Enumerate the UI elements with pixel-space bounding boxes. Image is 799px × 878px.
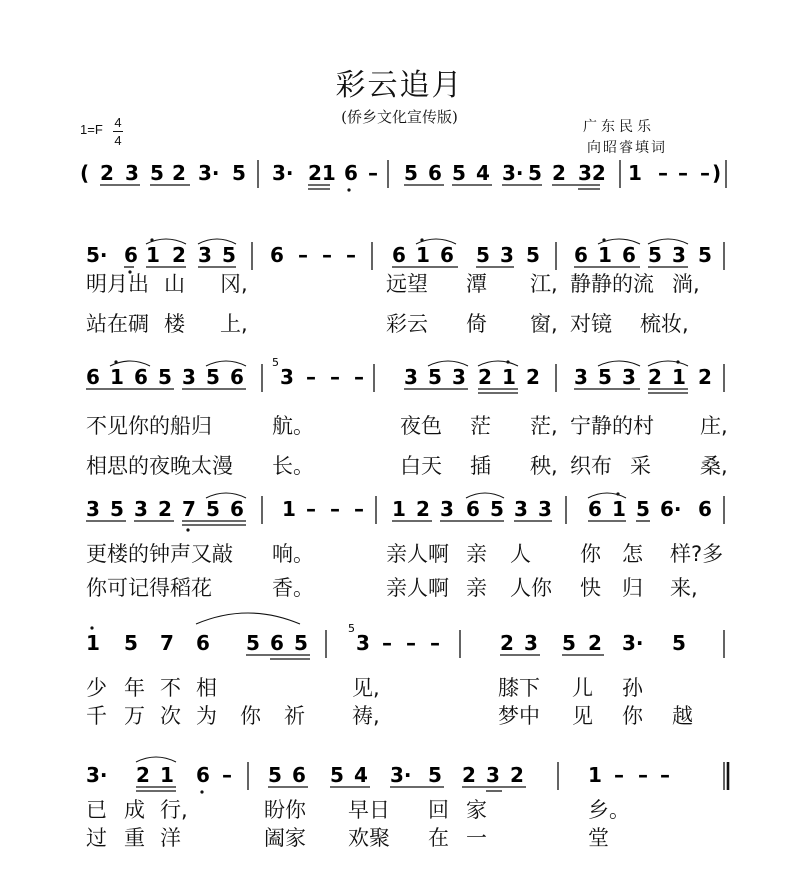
verse1-lyric: 膝下: [498, 676, 540, 700]
sys3-m2-note: –: [306, 365, 316, 389]
sys5-m1-note: 6: [196, 631, 210, 655]
verse2-lyric: 对镜: [570, 312, 612, 336]
sys3-m3-note: 1: [502, 365, 516, 389]
meter-bottom: 4: [114, 133, 122, 148]
verse2-lyric: 欢聚: [348, 826, 390, 850]
sys5-m2-note: –: [430, 631, 440, 655]
sys6-m1-note: 6: [196, 763, 210, 787]
song-subtitle: (侨乡文化宣传版): [341, 108, 458, 126]
sys4-m1-note: 6: [230, 497, 244, 521]
sys2-m2-note: –: [346, 243, 356, 267]
sys4-m3-note: 1: [392, 497, 406, 521]
sys3-m3-note: 2: [478, 365, 492, 389]
verse2-lyric: 秧,: [530, 454, 558, 478]
sys5-m1-note: 5: [124, 631, 138, 655]
sys2-m4-note: 6: [574, 243, 588, 267]
sys1-m3-note: 3·: [502, 161, 524, 185]
sys5-m1-note: 6: [270, 631, 284, 655]
song-title: 彩云追月: [335, 68, 464, 103]
sys3-m1-note: 1: [110, 365, 124, 389]
verse2-lyric: 白天: [400, 454, 442, 478]
verse1-lyric: 不: [160, 676, 181, 700]
time-signature: [113, 115, 123, 148]
sys1-m3-note: 4: [476, 161, 490, 185]
sys4-m1-note: 2: [158, 497, 172, 521]
sys2-m4-note: 3: [672, 243, 686, 267]
sys5-m1-note: 5: [294, 631, 308, 655]
sys1-m3-note: 5: [452, 161, 466, 185]
sys3-m1-note: 5: [158, 365, 172, 389]
verse2-lyric: 祷,: [352, 704, 380, 728]
verse2-lyric: 为: [196, 704, 217, 728]
verse2-lyric: 过: [86, 826, 107, 850]
intro-close-paren: ): [712, 161, 722, 185]
verse2-lyric: 祈: [284, 704, 305, 728]
verse2-lyric: 一: [466, 826, 487, 850]
verse2-lyric: 亲: [466, 576, 487, 600]
sys2-m3-note: 6: [440, 243, 454, 267]
sys4-m3-note: 6: [466, 497, 480, 521]
verse1-lyric: 响。: [272, 542, 314, 566]
intro-open-paren: (: [80, 161, 90, 185]
octave-dot: [90, 626, 93, 629]
octave-dot: [186, 528, 189, 531]
verse1-lyric: 成: [124, 798, 145, 822]
sys1-m4-note: 1: [628, 161, 642, 185]
sys6-m2-note: 3: [486, 763, 500, 787]
verse2-lyric: 桑,: [700, 454, 728, 478]
verse1-lyric: 人: [510, 542, 531, 566]
verse1-lyric: 乡。: [588, 798, 630, 822]
sys4-m4-note: 6: [588, 497, 602, 521]
verse1-lyric: 相: [196, 676, 217, 700]
sys2-m4-note: 5: [648, 243, 662, 267]
sys4-m3-note: 3: [514, 497, 528, 521]
sys5-m3-note: 3: [524, 631, 538, 655]
system-5: [0, 620, 799, 680]
verse1-lyric: 航。: [272, 414, 314, 438]
verse2-lyric: 快: [580, 576, 601, 600]
sys2-m1-note: 5·: [86, 243, 108, 267]
meter-top: 4: [114, 115, 122, 130]
sys1-m3-note: 32: [578, 161, 606, 185]
system-6-svg: [0, 752, 799, 812]
verse2-lyric: 彩云: [386, 312, 428, 336]
sys3-m1-note: 6: [86, 365, 100, 389]
sys1-m3-note: 5: [404, 161, 418, 185]
grace-note: 5: [272, 356, 279, 369]
sys3-m4-note: 3: [574, 365, 588, 389]
verse2-lyric: 次: [160, 704, 181, 728]
verse1-lyric: 家: [466, 798, 487, 822]
verse1-lyric: 山: [164, 272, 185, 296]
sys2-m3-note: 3: [500, 243, 514, 267]
sys1-m3-note: 6: [428, 161, 442, 185]
sys2-m1-note: 3: [198, 243, 212, 267]
grace-note: 5: [348, 622, 355, 635]
sys5-m2-note: 3: [356, 631, 370, 655]
sys6-m2-note: 3·: [390, 763, 412, 787]
sys3-m1-note: 5: [206, 365, 220, 389]
verse2-lyric: 来,: [670, 576, 698, 600]
sys6-m2-note: 5: [428, 763, 442, 787]
verse2-lyric: 相思的夜晚太漫: [86, 454, 233, 478]
verse2-lyric: 织布: [570, 454, 612, 478]
sys6-m1-note: 2: [136, 763, 150, 787]
sys4-m1-note: 5: [206, 497, 220, 521]
sys2-m4-note: 5: [698, 243, 712, 267]
genre-label: 广东民乐: [583, 119, 655, 135]
verse1-lyric: 孙: [622, 676, 643, 700]
sys3-m4-note: 5: [598, 365, 612, 389]
verse1-lyric: 潭: [466, 272, 487, 296]
verse2-lyric: 重: [124, 826, 145, 850]
verse1-lyric: 庄,: [700, 414, 728, 438]
sys3-m3-note: 2: [526, 365, 540, 389]
octave-dot: [347, 188, 350, 191]
verse1-lyric: 远望: [386, 272, 428, 296]
sys3-m1-note: 6: [134, 365, 148, 389]
verse1-lyric: 冈,: [220, 272, 248, 296]
verse1-lyric: 回: [428, 798, 449, 822]
sys6-m3-note: 1: [588, 763, 602, 787]
sys4-m3-note: 3: [440, 497, 454, 521]
verse2-lyric: 倚: [466, 312, 487, 336]
sys6-m1-note: 3·: [86, 763, 108, 787]
sys1-m2-note: 6: [344, 161, 358, 185]
sys1-m2-note: –: [368, 161, 378, 185]
sys2-m3-note: 5: [526, 243, 540, 267]
verse2-lyric: 站在碉: [86, 312, 149, 336]
key-signature: 1=F: [80, 122, 103, 137]
verse2-lyric: 堂: [588, 826, 609, 850]
sys1-m3-note: 5: [528, 161, 542, 185]
verse1-lyric: 盼你: [264, 798, 306, 822]
sys2-m3-note: 1: [416, 243, 430, 267]
sys1-m2-note: 21: [308, 161, 336, 185]
verse1-lyric: 夜色: [400, 414, 442, 438]
sys2-m1-note: 2: [172, 243, 186, 267]
verse1-lyric: 淌,: [672, 272, 700, 296]
verse2-lyric: 窗,: [530, 312, 558, 336]
octave-dot: [200, 790, 203, 793]
sys1-m1-note: 2: [100, 161, 114, 185]
system-4-svg: [0, 486, 799, 546]
sys6-m2-note: 6: [292, 763, 306, 787]
sys6-m3-note: –: [614, 763, 624, 787]
verse2-lyric: 在: [428, 826, 449, 850]
system-1-intro-svg: [0, 150, 799, 210]
sys6-m3-note: –: [638, 763, 648, 787]
meter-divider: [113, 131, 123, 132]
verse1-lyric: 静静的流: [570, 272, 654, 296]
system-3: [0, 354, 799, 414]
sys2-m2-note: –: [322, 243, 332, 267]
verse2-lyric: 插: [470, 454, 491, 478]
verse2-lyric: 归: [622, 576, 643, 600]
system-3-svg: [0, 354, 799, 414]
sys4-m1-note: 3: [86, 497, 100, 521]
sys5-m2-note: –: [406, 631, 416, 655]
sys1-m4-note: –: [658, 161, 668, 185]
verse1-lyric: 早日: [348, 798, 390, 822]
verse2-lyric: 万: [124, 704, 145, 728]
system-4: [0, 486, 799, 546]
sys3-m3-note: 3: [452, 365, 466, 389]
lyricist-label: 向昭睿填词: [587, 140, 667, 156]
sys5-m3-note: 2: [500, 631, 514, 655]
verse2-lyric: 洋: [160, 826, 181, 850]
verse1-lyric: 样?多: [670, 542, 724, 566]
verse2-lyric: 梳妆,: [640, 312, 689, 336]
system-1-intro: [0, 150, 799, 210]
sys6-m2-note: 2: [462, 763, 476, 787]
verse2-lyric: 你: [240, 704, 261, 728]
sys6-m2-note: 4: [354, 763, 368, 787]
sys1-m4-note: –: [700, 161, 710, 185]
sys1-m4-note: –: [678, 161, 688, 185]
sys3-m2-note: 3: [280, 365, 294, 389]
verse1-lyric: 已: [86, 798, 107, 822]
sys4-m4-note: 1: [612, 497, 626, 521]
sys1-m2-note: 3·: [272, 161, 294, 185]
system-6: [0, 752, 799, 812]
sys4-m1-note: 5: [110, 497, 124, 521]
sys1-m1-note: 2: [172, 161, 186, 185]
sys2-m1-note: 6: [124, 243, 138, 267]
verse1-lyric: 年: [124, 676, 145, 700]
sys4-m4-note: 6·: [660, 497, 682, 521]
sys5-m3-note: 2: [588, 631, 602, 655]
sys3-m4-note: 3: [622, 365, 636, 389]
sys3-m1-note: 3: [182, 365, 196, 389]
sys1-m1-note: 3: [125, 161, 139, 185]
verse1-lyric: 少: [86, 676, 107, 700]
sys4-m2-note: 1: [282, 497, 296, 521]
verse1-lyric: 茫: [470, 414, 491, 438]
sys4-m3-note: 5: [490, 497, 504, 521]
sys3-m3-note: 5: [428, 365, 442, 389]
sys5-m1-note: 1: [86, 631, 100, 655]
sys1-m3-note: 2: [552, 161, 566, 185]
verse2-lyric: 阖家: [264, 826, 306, 850]
verse1-lyric: 茫,: [530, 414, 558, 438]
verse2-lyric: 长。: [272, 454, 314, 478]
sys3-m2-note: –: [354, 365, 364, 389]
sys1-m1-note: 3·: [198, 161, 220, 185]
sys4-m4-note: 6: [698, 497, 712, 521]
sys5-m1-note: 7: [160, 631, 174, 655]
sys3-m4-note: 2: [698, 365, 712, 389]
sys2-m3-note: 6: [392, 243, 406, 267]
verse1-lyric: 明月出: [86, 272, 149, 296]
sys2-m1-note: 5: [222, 243, 236, 267]
verse2-lyric: 亲人啊: [386, 576, 449, 600]
sys2-m1-note: 1: [146, 243, 160, 267]
sys5-m3-note: 3·: [622, 631, 644, 655]
verse2-lyric: 采: [630, 454, 651, 478]
verse2-lyric: 楼: [164, 312, 185, 336]
sys4-m3-note: 3: [538, 497, 552, 521]
sys4-m1-note: 7: [182, 497, 196, 521]
sys2-m2-note: –: [298, 243, 308, 267]
verse2-lyric: 越: [672, 704, 693, 728]
verse1-lyric: 不见你的船归: [86, 414, 212, 438]
verse1-lyric: 亲人啊: [386, 542, 449, 566]
sys5-m1-note: 5: [246, 631, 260, 655]
verse1-lyric: 行,: [160, 798, 188, 822]
sys5-m2-note: –: [382, 631, 392, 655]
verse2-lyric: 你: [622, 704, 643, 728]
verse1-lyric: 江,: [530, 272, 558, 296]
verse2-lyric: 梦中: [498, 704, 540, 728]
sys6-m3-note: –: [660, 763, 670, 787]
verse2-lyric: 人你: [510, 576, 552, 600]
verse1-lyric: 儿: [572, 676, 593, 700]
sys1-m1-note: 5: [150, 161, 164, 185]
sys2-m2-note: 6: [270, 243, 284, 267]
sys5-m3-note: 5: [672, 631, 686, 655]
verse2-lyric: 你可记得稻花: [86, 576, 212, 600]
sys6-m2-note: 5: [330, 763, 344, 787]
verse1-lyric: 宁静的村: [570, 414, 654, 438]
sys4-m2-note: –: [354, 497, 364, 521]
sys2-m3-note: 5: [476, 243, 490, 267]
sys3-m3-note: 3: [404, 365, 418, 389]
verse1-lyric: 你: [580, 542, 601, 566]
verse2-lyric: 见: [572, 704, 593, 728]
slur: [196, 613, 300, 624]
sys3-m2-note: –: [330, 365, 340, 389]
sys3-m1-note: 6: [230, 365, 244, 389]
sys6-m1-note: 1: [160, 763, 174, 787]
verse1-lyric: 更楼的钟声又敲: [86, 542, 233, 566]
sys6-m2-note: 2: [510, 763, 524, 787]
sys6-m2-note: 5: [268, 763, 282, 787]
sys4-m3-note: 2: [416, 497, 430, 521]
sys4-m2-note: –: [330, 497, 340, 521]
verse1-lyric: 亲: [466, 542, 487, 566]
sys6-m1-note: –: [222, 763, 232, 787]
sys5-m3-note: 5: [562, 631, 576, 655]
sys1-m1-note: 5: [232, 161, 246, 185]
sys3-m4-note: 1: [672, 365, 686, 389]
slur: [136, 757, 176, 762]
sys4-m1-note: 3: [134, 497, 148, 521]
sys4-m4-note: 5: [636, 497, 650, 521]
verse1-lyric: 怎: [622, 542, 643, 566]
verse2-lyric: 香。: [272, 576, 314, 600]
verse2-lyric: 千: [86, 704, 107, 728]
sys2-m4-note: 6: [622, 243, 636, 267]
verse1-lyric: 见,: [352, 676, 380, 700]
verse2-lyric: 上,: [220, 312, 248, 336]
sys4-m2-note: –: [306, 497, 316, 521]
system-5-svg: [0, 620, 799, 680]
sys2-m4-note: 1: [598, 243, 612, 267]
sys3-m4-note: 2: [648, 365, 662, 389]
